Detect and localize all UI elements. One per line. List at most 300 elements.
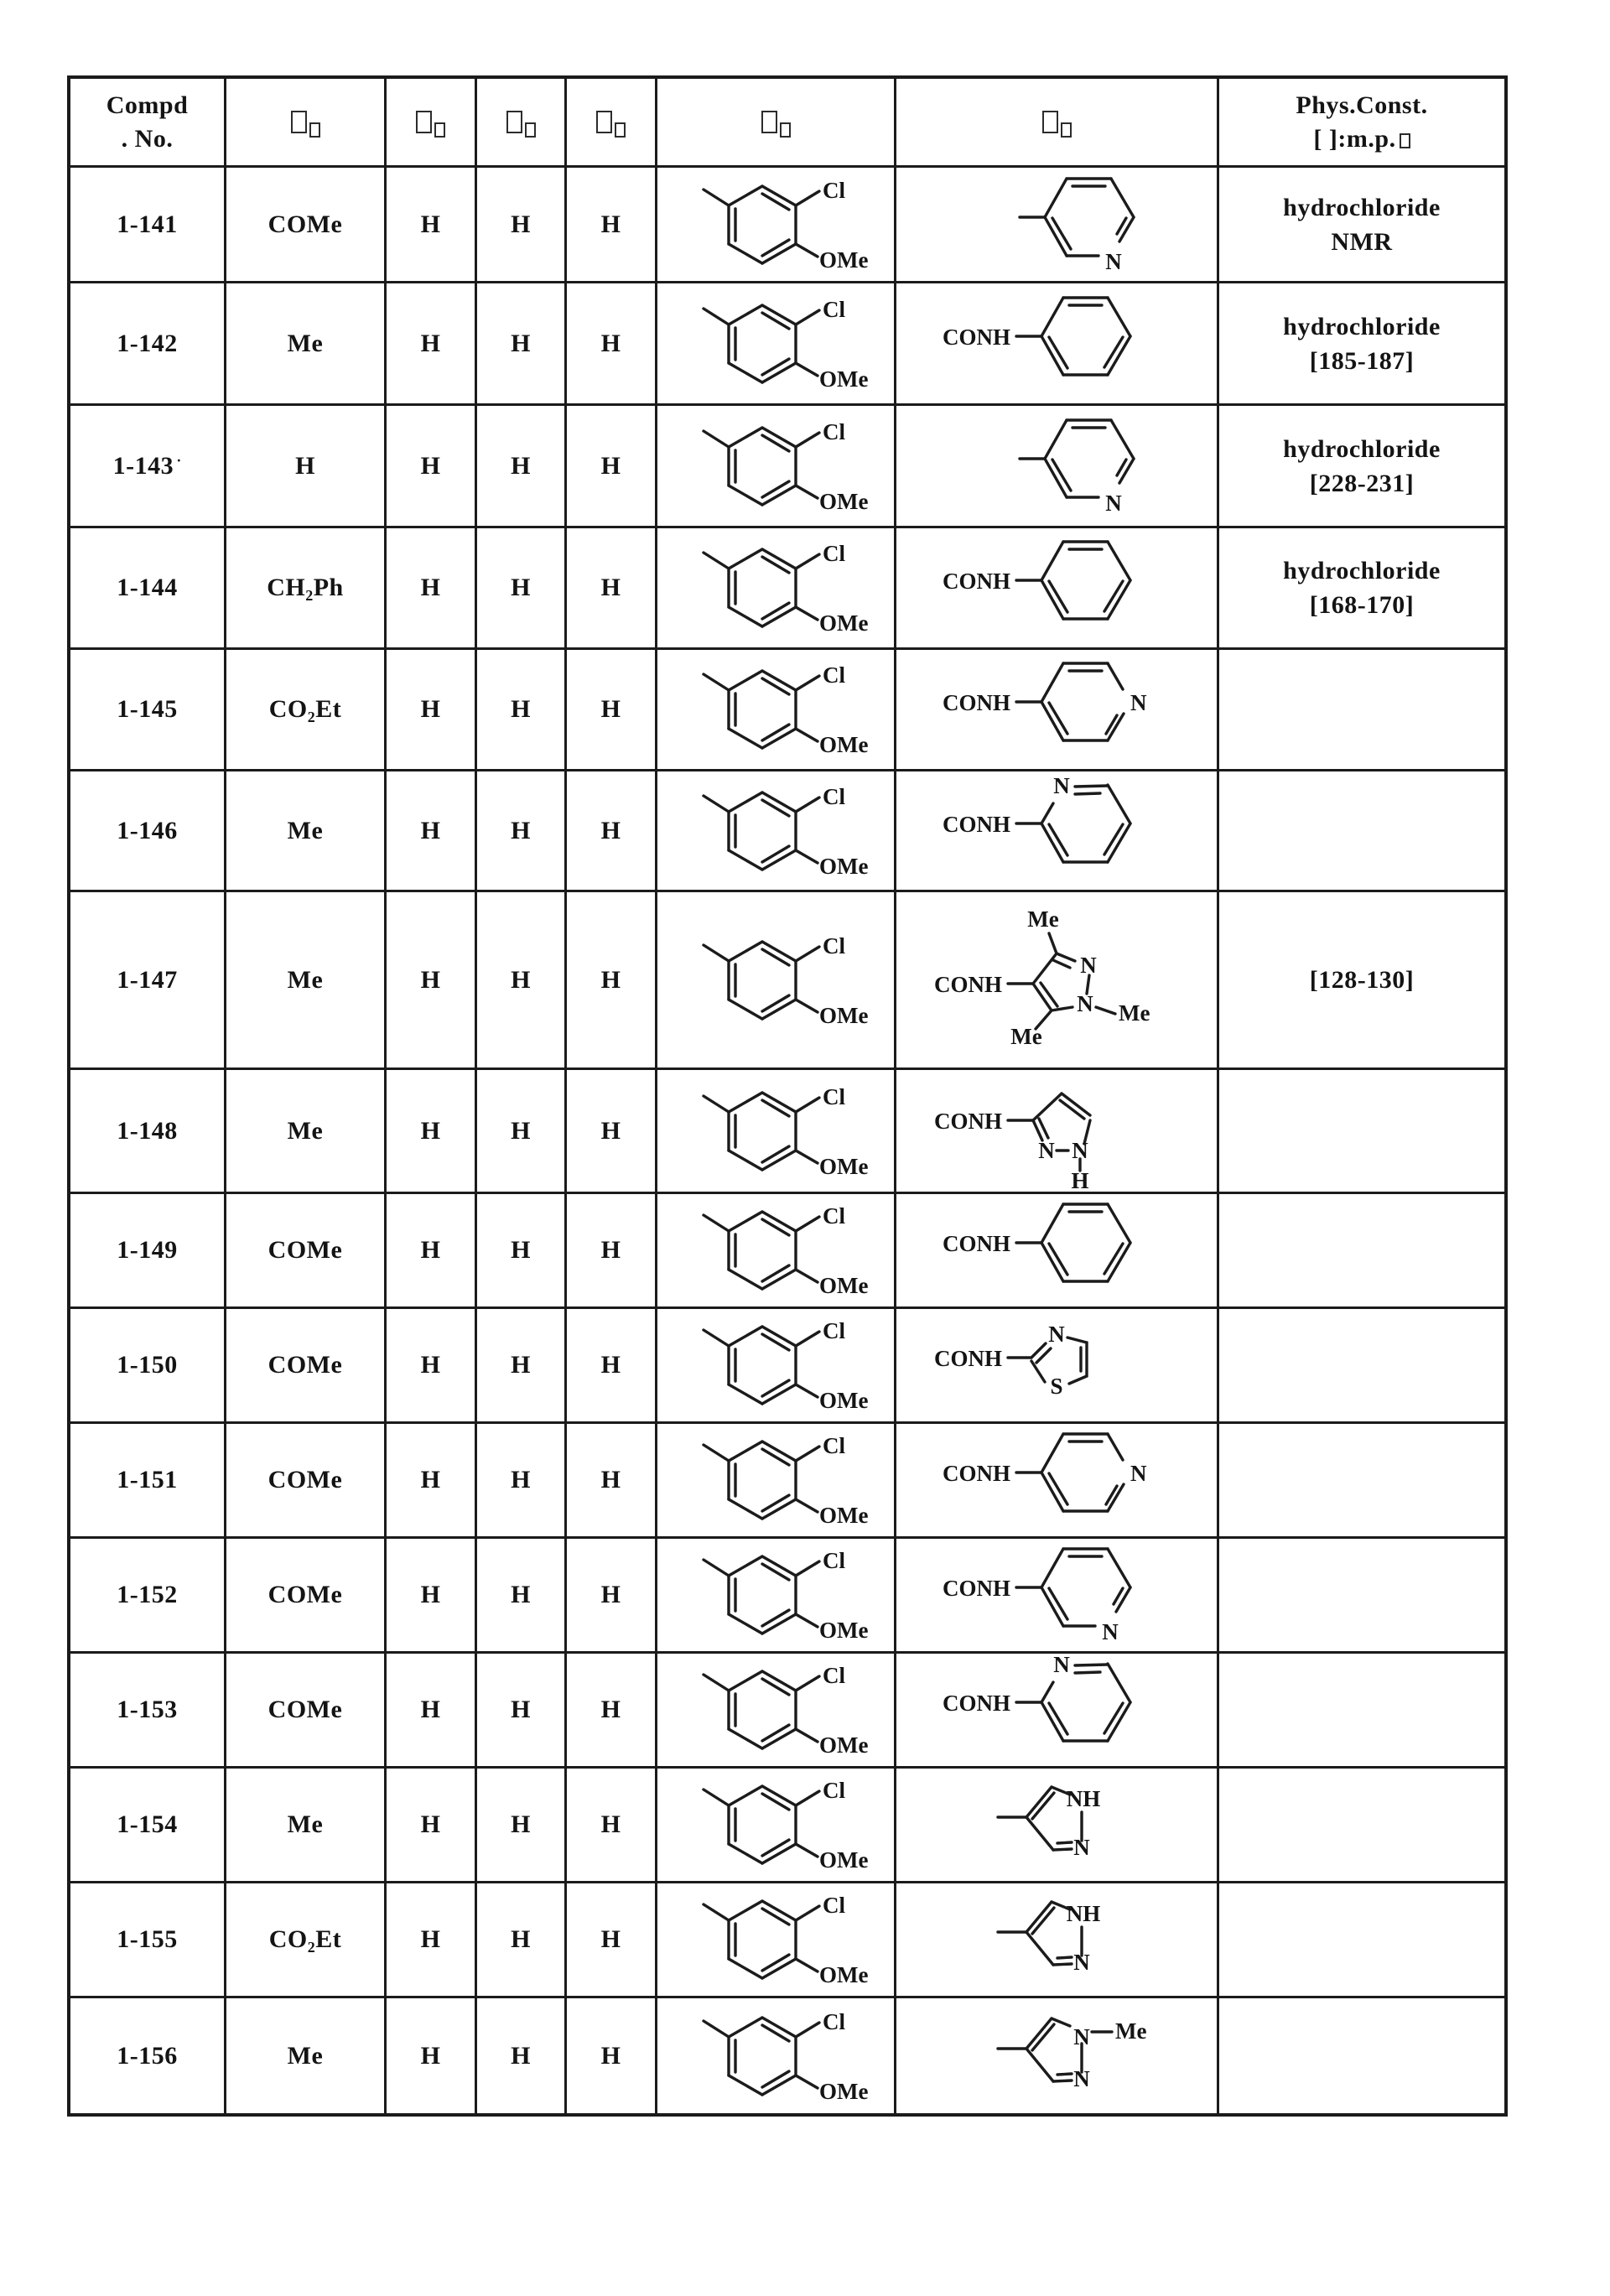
atom-label-ome: OMe (818, 1847, 868, 1873)
cell-compound-no (70, 1309, 226, 1424)
cell-phys-const (1219, 771, 1504, 892)
r3-value: H (511, 1581, 531, 1608)
conh-label: CONH (943, 1691, 1010, 1716)
r2-value: H (420, 1925, 441, 1953)
cell-r3-substituent (477, 1769, 567, 1883)
cell-aryl-structure (657, 1654, 896, 1769)
conh-label: CONH (943, 1461, 1010, 1486)
tofu-box-glyph (416, 111, 432, 133)
atom-label-cl: Cl (822, 296, 845, 322)
r4-value: H (600, 451, 621, 480)
structure-pyridin4yl (939, 1424, 1174, 1539)
structure-pyrazol-3-yl (931, 1070, 1182, 1194)
cell-r1-substituent (226, 1424, 387, 1539)
r1-value: Me (287, 1810, 324, 1838)
cell-r1-substituent (226, 283, 387, 406)
column-header-compd-no (70, 79, 226, 168)
structure-pyrazol-4-yl (939, 1769, 1174, 1883)
cell-r1-substituent (226, 650, 387, 771)
atom-label-ome: OMe (818, 610, 868, 636)
r2-value: H (420, 1696, 441, 1723)
compound-number: 1-149 (117, 1236, 178, 1264)
r1-value: CO₂Et (268, 1925, 342, 1953)
phys-const-text: [228-231] (1309, 469, 1415, 497)
r3-value: H (511, 1351, 531, 1379)
cell-r4-substituent (567, 1654, 657, 1769)
r1-value: COMe (267, 1696, 343, 1723)
cell-aryl-structure (657, 406, 896, 528)
substituent-label-me: Me (1119, 1000, 1150, 1026)
structure-pyridin4yl (939, 650, 1174, 771)
structure-3-chloro-4-methoxyphenyl (673, 1883, 879, 1998)
r4-value: H (600, 329, 621, 357)
column-header-r-group-1 (226, 79, 387, 168)
r2-value: H (420, 1351, 441, 1379)
cell-phys-const (1219, 1194, 1504, 1309)
atom-label-n: N (1038, 1137, 1055, 1163)
phys-const-text: [168-170] (1309, 591, 1415, 619)
cell-r4-substituent (567, 1309, 657, 1424)
r2-value: H (420, 451, 441, 480)
atom-label-n: N (1080, 952, 1097, 978)
r-group-header-glyph (761, 111, 791, 133)
cell-compound-no (70, 892, 226, 1070)
structure-3-chloro-4-methoxyphenyl (673, 408, 879, 525)
cell-r2-substituent (387, 650, 477, 771)
cell-r3-substituent (477, 1654, 567, 1769)
structure-pyridin3yl (939, 406, 1174, 528)
compound-number: 1-141 (117, 210, 178, 238)
r2-value: H (420, 965, 441, 994)
cell-r3-substituent (477, 1070, 567, 1194)
compound-number: 1-154 (117, 1810, 178, 1838)
r1-value: Me (287, 2041, 324, 2070)
cell-r2-substituent (387, 1194, 477, 1309)
cell-r4-substituent (567, 1769, 657, 1883)
atom-label-n: N (1053, 772, 1070, 798)
atom-label-ome: OMe (818, 1732, 868, 1758)
structure-pyrazol-4-yl (939, 1883, 1174, 1998)
r-group-header-glyph (416, 111, 445, 133)
cell-r3-substituent (477, 1424, 567, 1539)
atom-label-n: N (1105, 248, 1122, 274)
atom-label-n: N (1073, 1950, 1090, 1975)
cell-phys-const (1219, 650, 1504, 771)
r2-value: H (420, 210, 441, 238)
r4-value: H (600, 1236, 621, 1264)
r3-value: H (511, 1810, 531, 1838)
structure-3-chloro-4-methoxyphenyl (673, 772, 879, 890)
structure-trimethylpyrazolyl (931, 905, 1182, 1056)
compound-number: 1-148 (117, 1116, 178, 1145)
structure-3-chloro-4-methoxyphenyl (673, 1424, 879, 1539)
phys-const-text: hydrochloride (1283, 434, 1441, 463)
cell-r4-substituent (567, 406, 657, 528)
conh-label: CONH (934, 1346, 1002, 1371)
r3-value: H (511, 1236, 531, 1264)
atom-label-n: N (1073, 2065, 1090, 2091)
atom-label-ome: OMe (818, 488, 868, 514)
tofu-subscript-glyph (309, 122, 320, 138)
cell-r1-substituent (226, 406, 387, 528)
compound-table (67, 75, 1508, 2117)
r2-value: H (420, 1116, 441, 1145)
cell-r6-structure (896, 406, 1219, 528)
r4-value: H (600, 695, 621, 723)
cell-r4-substituent (567, 1194, 657, 1309)
cell-r4-substituent (567, 1424, 657, 1539)
cell-compound-no (70, 650, 226, 771)
atom-label-cl: Cl (822, 783, 845, 809)
atom-label-ome: OMe (818, 1002, 868, 1028)
structure-pyridin3yl (939, 1539, 1174, 1654)
column-header-text (1313, 122, 1410, 156)
atom-label-ome: OMe (818, 366, 868, 392)
cell-r6-structure (896, 1883, 1219, 1998)
tofu-box-glyph (506, 111, 522, 133)
cell-aryl-structure (657, 1070, 896, 1194)
conh-label: CONH (943, 324, 1010, 350)
r4-value: H (600, 816, 621, 844)
r3-value: H (511, 574, 531, 601)
r1-value: Me (287, 329, 324, 357)
conh-label: CONH (943, 1231, 1010, 1256)
compound-number: 1-145 (117, 695, 178, 723)
phys-const-text: hydrochloride (1283, 557, 1441, 584)
cell-r1-substituent (226, 1769, 387, 1883)
cell-r3-substituent (477, 650, 567, 771)
conh-label: CONH (943, 569, 1010, 594)
structure-3-chloro-4-methoxyphenyl (673, 1309, 879, 1424)
cell-compound-no (70, 406, 226, 528)
r-group-header-glyph (596, 111, 626, 133)
cell-r6-structure (896, 1309, 1219, 1424)
r2-value: H (420, 574, 441, 601)
cell-phys-const (1219, 1998, 1504, 2113)
compound-number: 1-142 (117, 329, 178, 357)
conh-label: CONH (943, 811, 1010, 837)
r4-value: H (600, 1810, 621, 1838)
phys-const-text: NMR (1331, 227, 1393, 256)
column-header-text: Compd (106, 91, 189, 119)
cell-aryl-structure (657, 1194, 896, 1309)
atom-label-n: N (1072, 1137, 1088, 1163)
cell-compound-no (70, 283, 226, 406)
atom-label-ome: OMe (818, 1962, 868, 1987)
r4-value: H (600, 1351, 621, 1379)
column-header-r-group-3 (477, 79, 567, 168)
conh-label: CONH (943, 1576, 1010, 1601)
column-header-r-group-2 (387, 79, 477, 168)
atom-label-ome: OMe (818, 1618, 868, 1643)
atom-label-ome: OMe (818, 1153, 868, 1179)
r2-value: H (420, 1466, 441, 1493)
compound-number: 1-152 (117, 1581, 178, 1608)
cell-r6-structure (896, 1998, 1219, 2113)
structure-phenyl (939, 283, 1174, 406)
cell-r4-substituent (567, 1070, 657, 1194)
cell-aryl-structure (657, 1883, 896, 1998)
column-header-r-group-6 (896, 79, 1219, 168)
r4-value: H (600, 1696, 621, 1723)
cell-aryl-structure (657, 168, 896, 283)
r1-value: COMe (267, 1236, 343, 1264)
column-header-r-group-4 (567, 79, 657, 168)
r4-value: H (600, 1925, 621, 1953)
cell-aryl-structure (657, 1424, 896, 1539)
cell-r6-structure (896, 1539, 1219, 1654)
cell-r2-substituent (387, 406, 477, 528)
cell-r4-substituent (567, 650, 657, 771)
structure-3-chloro-4-methoxyphenyl (673, 1654, 879, 1769)
tofu-box-glyph (1400, 133, 1410, 148)
r1-value: COMe (267, 210, 343, 238)
cell-r2-substituent (387, 1998, 477, 2113)
cell-r4-substituent (567, 1883, 657, 1998)
cell-r2-substituent (387, 283, 477, 406)
r4-value: H (600, 574, 621, 601)
r3-value: H (511, 1696, 531, 1723)
atom-label-cl: Cl (822, 1548, 845, 1573)
cell-r2-substituent (387, 1424, 477, 1539)
cell-aryl-structure (657, 1539, 896, 1654)
structure-1-methylpyrazol-4-yl (939, 1998, 1174, 2113)
compound-number: 1-153 (117, 1696, 178, 1723)
atom-label-ome: OMe (818, 2078, 868, 2104)
substituent-label-me: Me (1010, 1023, 1042, 1049)
r3-value: H (511, 965, 531, 994)
cell-r2-substituent (387, 1309, 477, 1424)
tofu-subscript-glyph (434, 122, 445, 138)
structure-3-chloro-4-methoxyphenyl (673, 1073, 879, 1190)
atom-label-n: N (1048, 1322, 1065, 1347)
cell-r2-substituent (387, 528, 477, 650)
r1-value: Me (287, 965, 324, 994)
r4-value: H (600, 965, 621, 994)
cell-r1-substituent (226, 892, 387, 1070)
cell-r3-substituent (477, 892, 567, 1070)
cell-r1-substituent (226, 1998, 387, 2113)
atom-label-cl: Cl (822, 932, 845, 958)
r1-value: Me (287, 816, 324, 844)
column-header-text: Phys.Const. (1296, 91, 1428, 119)
cell-r6-structure (896, 283, 1219, 406)
cell-r6-structure (896, 1194, 1219, 1309)
cell-phys-const (1219, 1539, 1504, 1654)
r3-value: H (511, 1466, 531, 1493)
compound-number: 1-155 (117, 1925, 178, 1953)
atom-label-cl: Cl (822, 418, 845, 444)
cell-phys-const (1219, 1309, 1504, 1424)
tofu-subscript-glyph (525, 122, 536, 138)
cell-compound-no (70, 1998, 226, 2113)
phys-const-unit-text: [ ]:m.p. (1313, 124, 1396, 153)
atom-label-cl: Cl (822, 1203, 845, 1229)
cell-r1-substituent (226, 1883, 387, 1998)
cell-r6-structure (896, 1424, 1219, 1539)
r-group-header-glyph (1042, 111, 1072, 133)
cell-r2-substituent (387, 771, 477, 892)
r2-value: H (420, 1236, 441, 1264)
cell-r3-substituent (477, 406, 567, 528)
r1-value: COMe (267, 1466, 343, 1493)
compound-number: 1-156 (117, 2041, 178, 2070)
r1-value: H (295, 451, 315, 480)
cell-r1-substituent (226, 1070, 387, 1194)
column-header-phys-const (1219, 79, 1504, 168)
cell-r6-structure (896, 1654, 1219, 1769)
atom-label-cl: Cl (822, 1663, 845, 1688)
r-group-header-glyph (506, 111, 536, 133)
tofu-box-glyph (761, 111, 777, 133)
r3-value: H (511, 451, 531, 480)
structure-3-chloro-4-methoxyphenyl (673, 1194, 879, 1309)
cell-aryl-structure (657, 771, 896, 892)
cell-compound-no (70, 168, 226, 283)
cell-phys-const (1219, 892, 1504, 1070)
phys-const-text: hydrochloride (1283, 193, 1441, 221)
r1-value: COMe (267, 1351, 343, 1379)
atom-label-cl: Cl (822, 662, 845, 688)
r4-value: H (600, 1116, 621, 1145)
phys-const-text: [185-187] (1309, 346, 1415, 375)
conh-label: CONH (934, 1108, 1002, 1134)
cell-compound-no (70, 1654, 226, 1769)
cell-r4-substituent (567, 1539, 657, 1654)
cell-r3-substituent (477, 1883, 567, 1998)
atom-label-cl: Cl (822, 1778, 845, 1803)
atom-label-cl: Cl (822, 177, 845, 203)
atom-label-ome: OMe (818, 1503, 868, 1528)
atom-label-cl: Cl (822, 1893, 845, 1918)
structure-3-chloro-4-methoxyphenyl (673, 1539, 879, 1654)
atom-label-s: S (1050, 1374, 1063, 1399)
cell-compound-no (70, 1070, 226, 1194)
r3-value: H (511, 816, 531, 844)
structure-pyridin2yl (939, 1654, 1174, 1769)
atom-label-nh: NH (1066, 1901, 1101, 1926)
r3-value: H (511, 2041, 531, 2070)
cell-r6-structure (896, 650, 1219, 771)
cell-aryl-structure (657, 528, 896, 650)
atom-label-h: H (1071, 1167, 1089, 1193)
atom-label-ome: OMe (818, 247, 868, 273)
cell-compound-no (70, 528, 226, 650)
cell-r3-substituent (477, 1998, 567, 2113)
atom-label-n: N (1073, 1835, 1090, 1860)
r3-value: H (511, 210, 531, 238)
cell-r2-substituent (387, 1070, 477, 1194)
cell-compound-no (70, 1539, 226, 1654)
atom-label-ome: OMe (818, 1388, 868, 1413)
structure-3-chloro-4-methoxyphenyl (673, 1998, 879, 2113)
atom-label-cl: Cl (822, 1318, 845, 1343)
atom-label-n: N (1102, 1619, 1119, 1644)
compound-number: 1-146 (117, 816, 178, 844)
structure-3-chloro-4-methoxyphenyl (673, 168, 879, 283)
conh-label: CONH (943, 690, 1010, 715)
r3-value: H (511, 1116, 531, 1145)
tofu-subscript-glyph (615, 122, 626, 138)
r4-value: H (600, 2041, 621, 2070)
atom-label-cl: Cl (822, 1083, 845, 1109)
r2-value: H (420, 695, 441, 723)
atom-label-ome: OMe (818, 1273, 868, 1298)
cell-compound-no (70, 1769, 226, 1883)
cell-phys-const (1219, 1070, 1504, 1194)
cell-r4-substituent (567, 892, 657, 1070)
atom-label-n: N (1077, 990, 1093, 1016)
cell-r3-substituent (477, 283, 567, 406)
atom-label-n: N (1105, 490, 1122, 516)
tofu-box-glyph (1042, 111, 1058, 133)
atom-label-ome: OMe (818, 732, 868, 757)
r3-value: H (511, 329, 531, 357)
r4-value: H (600, 1581, 621, 1608)
compound-number: 1-150 (117, 1351, 178, 1379)
r2-value: H (420, 816, 441, 844)
cell-r3-substituent (477, 1539, 567, 1654)
structure-3-chloro-4-methoxyphenyl (673, 285, 879, 403)
cell-phys-const (1219, 168, 1504, 283)
cell-aryl-structure (657, 1998, 896, 2113)
cell-r3-substituent (477, 528, 567, 650)
cell-r4-substituent (567, 528, 657, 650)
atom-label-cl: Cl (822, 2008, 845, 2034)
r3-value: H (511, 695, 531, 723)
cell-r6-structure (896, 892, 1219, 1070)
compound-number: 1-151 (117, 1466, 178, 1493)
cell-phys-const (1219, 1654, 1504, 1769)
cell-compound-no (70, 771, 226, 892)
cell-r6-structure (896, 528, 1219, 650)
cell-compound-no (70, 1424, 226, 1539)
cell-r4-substituent (567, 168, 657, 283)
r1-value: COMe (267, 1581, 343, 1608)
atom-label-n: N (1130, 1461, 1147, 1486)
atom-label-ome: OMe (818, 853, 868, 879)
scan-tick-mark: ˙ (176, 456, 182, 475)
cell-r6-structure (896, 168, 1219, 283)
substituent-label-me: Me (1027, 906, 1059, 932)
compound-number: 1-143 (112, 451, 174, 480)
r2-value: H (420, 1581, 441, 1608)
cell-r2-substituent (387, 1654, 477, 1769)
atom-label-cl: Cl (822, 541, 845, 566)
cell-r6-structure (896, 1070, 1219, 1194)
cell-r1-substituent (226, 771, 387, 892)
tofu-box-glyph (596, 111, 612, 133)
cell-r1-substituent (226, 1309, 387, 1424)
compound-number: 1-144 (117, 574, 178, 601)
cell-aryl-structure (657, 283, 896, 406)
compound-number: 1-147 (117, 965, 178, 994)
cell-r1-substituent (226, 1194, 387, 1309)
structure-phenyl (939, 528, 1174, 650)
r-group-header-glyph (291, 111, 320, 133)
structure-3-chloro-4-methoxyphenyl (673, 529, 879, 647)
structure-thiazol-2-yl (931, 1309, 1182, 1424)
r4-value: H (600, 210, 621, 238)
column-header-text: . No. (121, 124, 174, 153)
cell-compound-no (70, 1194, 226, 1309)
cell-r6-structure (896, 771, 1219, 892)
cell-r1-substituent (226, 1654, 387, 1769)
cell-r2-substituent (387, 892, 477, 1070)
atom-label-n: N (1053, 1654, 1070, 1677)
cell-r1-substituent (226, 168, 387, 283)
structure-3-chloro-4-methoxyphenyl (673, 922, 879, 1039)
